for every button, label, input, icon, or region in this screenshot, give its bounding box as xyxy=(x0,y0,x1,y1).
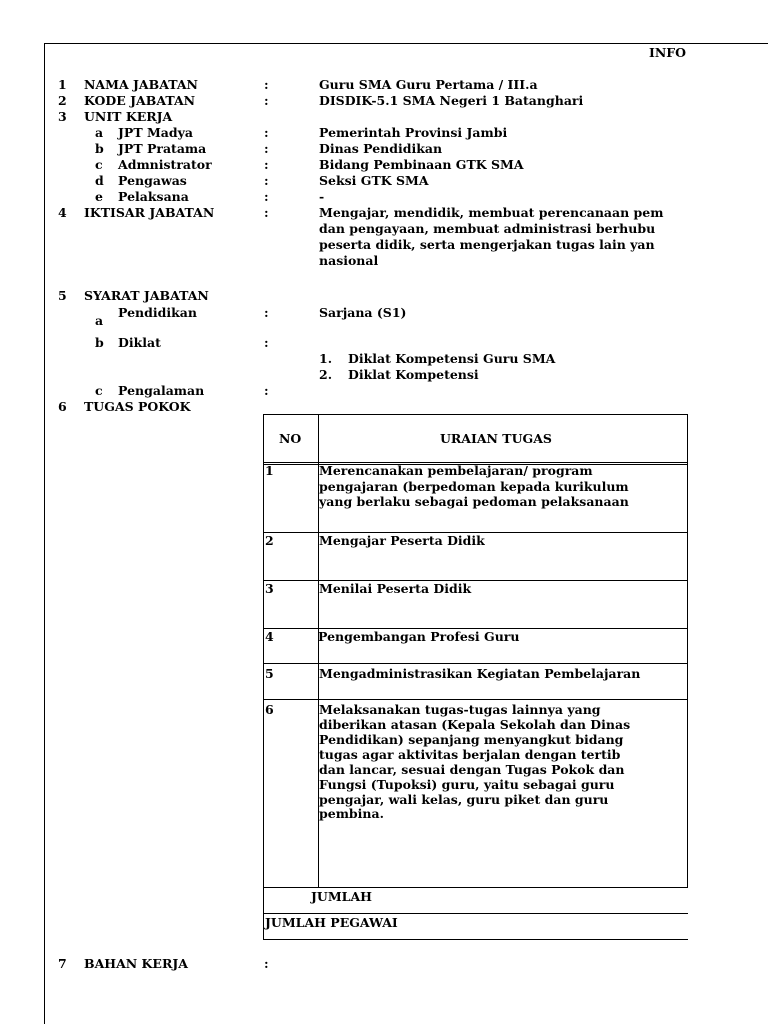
field-3e-colon: : xyxy=(264,189,269,204)
field-3c-value: Bidang Pembinaan GTK SMA xyxy=(319,157,524,172)
field-2-value: DISDIK-5.1 SMA Negeri 1 Batanghari xyxy=(319,93,584,108)
field-7-label: BAHAN KERJA xyxy=(84,956,188,971)
table-bottom-border xyxy=(263,939,688,940)
field-3d-colon: : xyxy=(264,173,269,188)
field-3a-label: JPT Madya xyxy=(118,125,194,140)
field-3-number: 3 xyxy=(58,109,67,124)
field-5-number: 5 xyxy=(58,288,67,303)
row-3-number: 3 xyxy=(265,581,274,596)
top-border xyxy=(44,43,768,44)
row-6-line-2: diberikan atasan (Kepala Sekolah dan Dinas xyxy=(319,717,631,732)
field-4-colon: : xyxy=(264,205,269,220)
field-3b-letter: b xyxy=(95,141,104,156)
field-2-colon: : xyxy=(264,93,269,108)
column-header-uraian: URAIAN TUGAS xyxy=(440,431,552,446)
diklat-item-2-number: 2. xyxy=(319,367,333,382)
field-5b-colon: : xyxy=(264,335,269,350)
row-2-number: 2 xyxy=(265,533,274,548)
info-header: INFO xyxy=(649,45,687,60)
field-3d-letter: d xyxy=(95,173,104,188)
diklat-item-2-text: Diklat Kompetensi xyxy=(348,367,479,382)
row-2-line-1: Mengajar Peserta Didik xyxy=(319,533,485,548)
field-4-line-2: dan pengayaan, membuat administrasi berhubu xyxy=(319,221,656,236)
table-top-border xyxy=(263,414,688,415)
field-3a-letter: a xyxy=(95,125,104,140)
field-3d-label: Pengawas xyxy=(118,173,187,188)
field-6-number: 6 xyxy=(58,399,67,414)
field-1-label: NAMA JABATAN xyxy=(84,77,198,92)
table-left-border xyxy=(263,414,264,940)
jumlah-pegawai-label: JUMLAH PEGAWAI xyxy=(265,915,398,930)
field-5c-colon: : xyxy=(264,383,269,398)
field-3e-value: - xyxy=(319,189,325,204)
field-7-colon: : xyxy=(264,956,269,971)
field-3c-label: Admnistrator xyxy=(118,157,212,172)
row-6-number: 6 xyxy=(265,702,274,717)
field-1-number: 1 xyxy=(58,77,67,92)
row-1-line-3: yang berlaku sebagai pedoman pelaksanaan xyxy=(319,494,629,509)
field-3b-label: JPT Pratama xyxy=(118,141,207,156)
field-4-line-3: peserta didik, serta mengerjakan tugas lain yan xyxy=(319,237,655,252)
diklat-item-1-text: Diklat Kompetensi Guru SMA xyxy=(348,351,556,366)
row-divider-6 xyxy=(263,887,688,888)
jumlah-divider xyxy=(263,913,688,914)
field-7-number: 7 xyxy=(58,956,67,971)
left-border xyxy=(44,43,45,1024)
field-5b-label: Diklat xyxy=(118,335,161,350)
field-5-label: SYARAT JABATAN xyxy=(84,288,209,303)
row-6-line-1: Melaksanakan tugas-tugas lainnya yang xyxy=(319,702,601,717)
diklat-item-1-number: 1. xyxy=(319,351,333,366)
field-5c-label: Pengalaman xyxy=(118,383,205,398)
field-2-label: KODE JABATAN xyxy=(84,93,196,108)
row-6-line-4: tugas agar aktivitas berjalan dengan tertib xyxy=(319,747,621,762)
row-divider-5 xyxy=(263,699,688,700)
row-6-line-3: Pendidikan) sepanjang menyangkut bidang xyxy=(319,732,624,747)
field-2-number: 2 xyxy=(58,93,67,108)
row-6-line-7: pengajar, wali kelas, guru piket dan guru xyxy=(319,792,609,807)
field-5c-letter: c xyxy=(95,383,103,398)
field-3b-colon: : xyxy=(264,141,269,156)
field-3a-colon: : xyxy=(264,125,269,140)
row-divider-4 xyxy=(263,663,688,664)
field-5a-colon: : xyxy=(264,305,269,320)
field-4-number: 4 xyxy=(58,205,67,220)
field-4-line-1: Mengajar, mendidik, membuat perencanaan pem xyxy=(319,205,664,220)
field-6-label: TUGAS POKOK xyxy=(84,399,191,414)
field-5a-value: Sarjana (S1) xyxy=(319,305,407,320)
field-5a-label: Pendidikan xyxy=(118,305,197,320)
field-3c-letter: c xyxy=(95,157,103,172)
row-5-line-1: Mengadministrasikan Kegiatan Pembelajaran xyxy=(319,666,641,681)
row-6-line-5: dan lancar, sesuai dengan Tugas Pokok dan xyxy=(319,762,625,777)
field-5b-letter: b xyxy=(95,335,104,350)
row-3-line-1: Menilai Peserta Didik xyxy=(319,581,472,596)
table-right-border xyxy=(687,414,688,888)
row-1-number: 1 xyxy=(265,463,274,478)
field-3e-letter: e xyxy=(95,189,103,204)
row-5-number: 5 xyxy=(265,666,274,681)
field-4-line-4: nasional xyxy=(319,253,379,268)
field-4-label: IKTISAR JABATAN xyxy=(84,205,215,220)
field-3d-value: Seksi GTK SMA xyxy=(319,173,429,188)
field-3-label: UNIT KERJA xyxy=(84,109,173,124)
row-4-line-1: Pengembangan Profesi Guru xyxy=(318,629,520,644)
row-1-line-1: Merencanakan pembelajaran/ program xyxy=(319,463,593,478)
field-3c-colon: : xyxy=(264,157,269,172)
field-3a-value: Pemerintah Provinsi Jambi xyxy=(319,125,508,140)
field-5a-letter: a xyxy=(95,313,104,328)
field-3e-label: Pelaksana xyxy=(118,189,189,204)
column-header-no: NO xyxy=(279,431,302,446)
row-6-line-8: pembina. xyxy=(319,806,384,821)
field-1-value: Guru SMA Guru Pertama / III.a xyxy=(319,77,538,92)
field-1-colon: : xyxy=(264,77,269,92)
row-1-line-2: pengajaran (berpedoman kepada kurikulum xyxy=(319,479,629,494)
row-4-number: 4 xyxy=(265,629,274,644)
field-3b-value: Dinas Pendidikan xyxy=(319,141,443,156)
jumlah-label: JUMLAH xyxy=(311,889,372,904)
row-6-line-6: Fungsi (Tupoksi) guru, yaitu sebagai guru xyxy=(319,777,615,792)
